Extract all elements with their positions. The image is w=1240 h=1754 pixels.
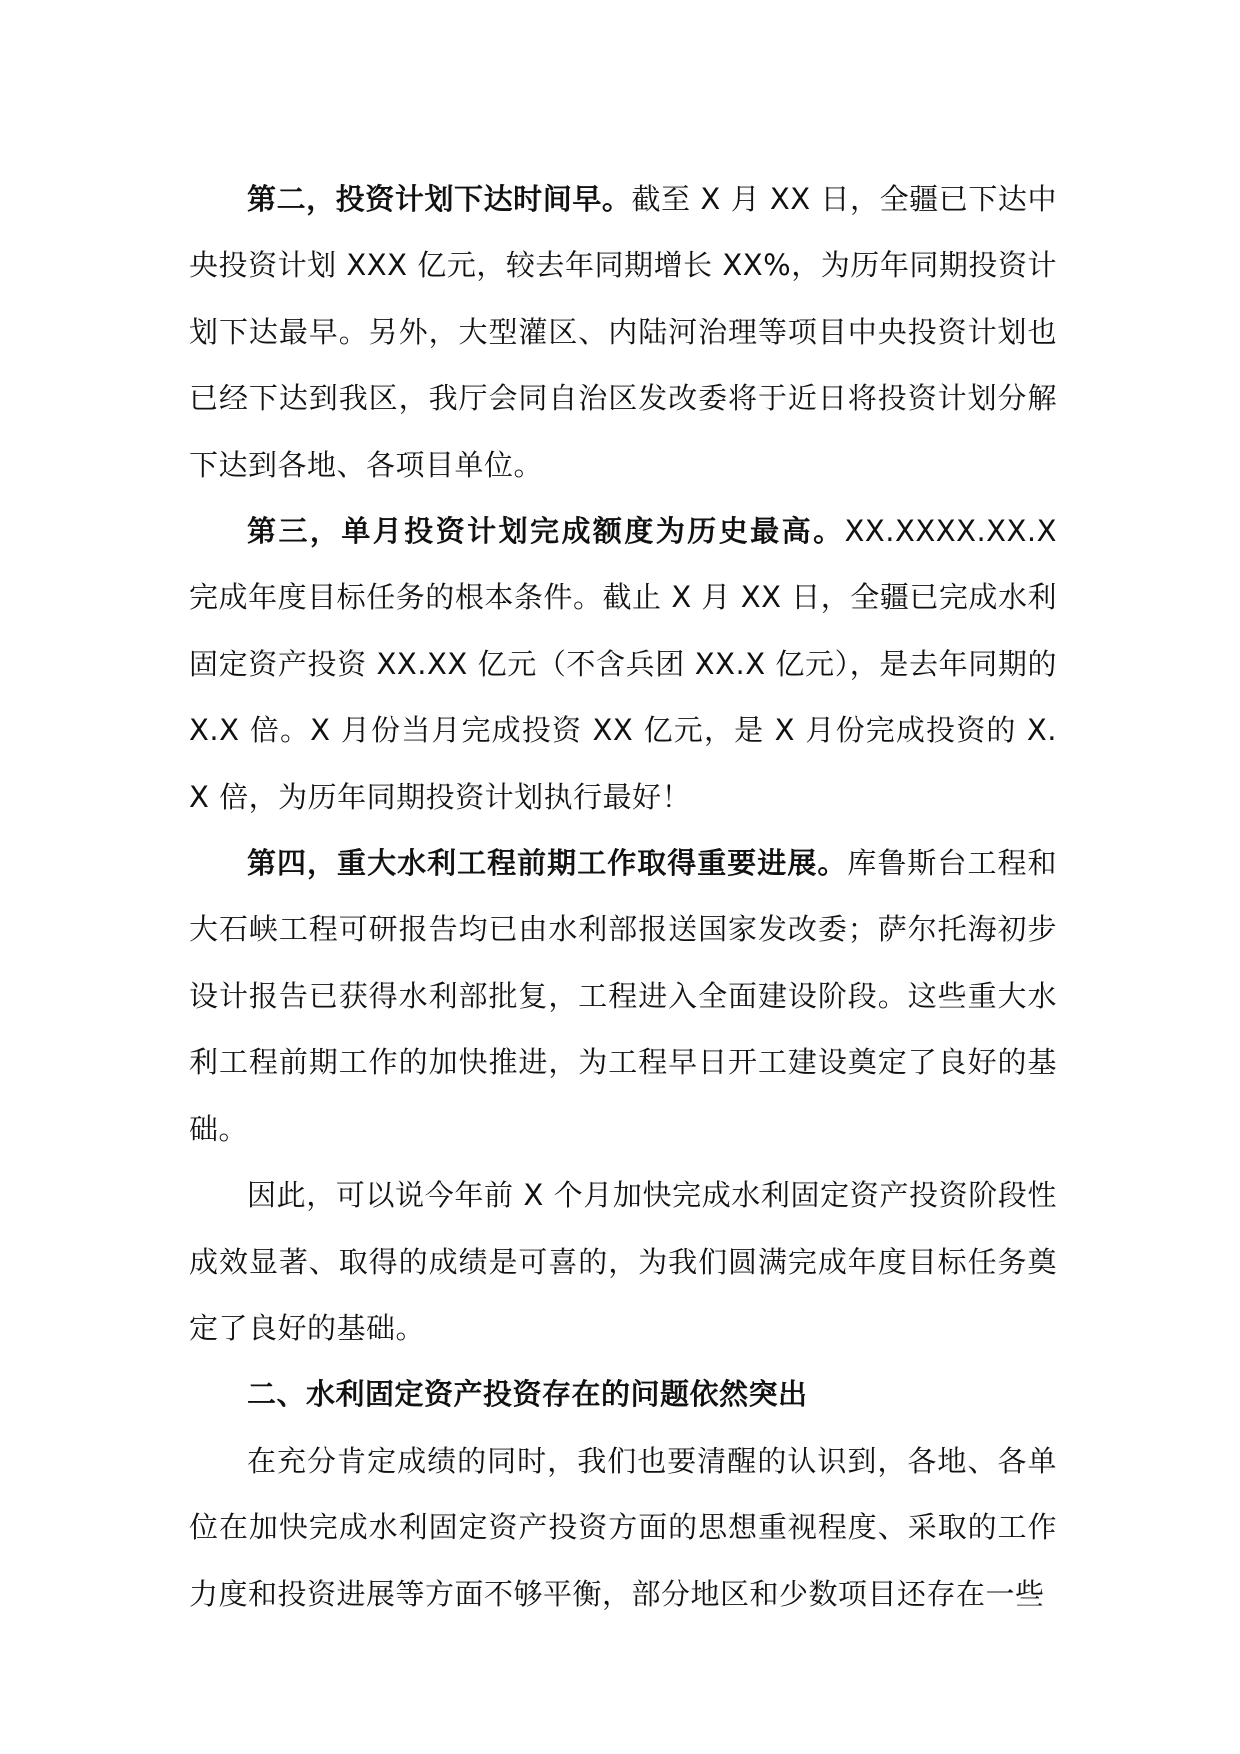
paragraph-text: 库鲁斯台工程和大石峡工程可研报告均已由水利部报送国家发改委；萨尔托海初步设计报告已获得水利部批复，工程进入全面建设阶段。这些重大水利工程前期工作的加快推进，为工程早日开工建设奠定了良好的基础。 (189, 846, 1057, 1146)
document-body (189, 166, 1057, 1627)
paragraph-text: XX.XXXX.XX.X 完成年度目标任务的根本条件。截止 X 月 XX 日，全疆已完成水利固定资产投资 XX.XX 亿元（不含兵团 XX.X 亿元），是去年同期的 X.X 倍。X 月份当月完成投资 XX 亿元，是 X 月份完成投资的 X.X 倍，为历年同期投资计划执行最好！ (189, 514, 1057, 814)
paragraph-text: 因此，可以说今年前 X 个月加快完成水利固定资产投资阶段性成效显著、取得的成绩是可喜的，为我们圆满完成年度目标任务奠定了良好的基础。 (189, 1178, 1057, 1345)
paragraph-conclusion (189, 1162, 1057, 1361)
paragraph-lead: 第四，重大水利工程前期工作取得重要进展。 (247, 846, 848, 881)
paragraph-third (189, 498, 1057, 830)
paragraph-text: 截至 X 月 XX 日，全疆已下达中央投资计划 XXX 亿元，较去年同期增长 XX%，为历年同期投资计划下达最早。另外，大型灌区、内陆河治理等项目中央投资计划也已经下达到我区，我厅会同自治区发改委将于近日将投资计划分解下达到各地、各项目单位。 (189, 182, 1057, 482)
paragraph-lead: 第三，单月投资计划完成额度为历史最高。 (247, 514, 845, 549)
paragraph-closing: 在充分肯定成绩的同时，我们也要清醒的认识到，各地、各单位在加快完成水利固定资产投资方面的思想重视程度、采取的工作力度和投资进展等方面不够平衡，部分地区和少数项目还存在一些 (189, 1443, 1057, 1611)
paragraph-fourth (189, 830, 1057, 1162)
section-heading: 二、水利固定资产投资存在的问题依然突出 (247, 1377, 808, 1412)
paragraph-lead: 第二，投资计划下达时间早。 (247, 182, 632, 216)
paragraph-second (189, 166, 1057, 498)
